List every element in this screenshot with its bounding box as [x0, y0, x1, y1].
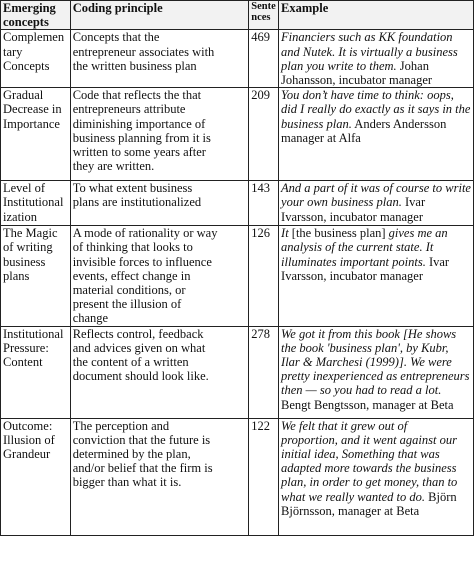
sentences-cell: 209: [249, 88, 279, 181]
example-cell: Financiers such as KK foundation and Nutek. It is virtually a business plan you write to them. Johan Johansson, incubator manager: [279, 30, 474, 88]
table-row: [1, 88, 474, 181]
principle-cell: Code that reflects the that entrepreneurs attribute diminishing importance of business planning from it is written to some years after they are written.: [70, 88, 249, 181]
example-cell: It [the business plan] gives me an analysis of the current state. It illuminates important points. Ivar Ivarsson, incubator manager: [279, 226, 474, 326]
header-coding-principle: Coding principle: [70, 1, 249, 30]
sentences-cell: 126: [249, 226, 279, 326]
sentences-cell: 278: [249, 326, 279, 418]
principle-cell: Reflects control, feedback and advices given on what the content of a written document should look like.: [70, 326, 249, 418]
table-row: [1, 418, 474, 535]
principle-cell: Concepts that the entrepreneur associates with the written business plan: [70, 30, 249, 88]
principle-cell: To what extent business plans are institutionalized: [70, 181, 249, 226]
table-row: [1, 326, 474, 418]
example-cell: We felt that it grew out of proportion, and it went against our initial idea, Something that was adapted more towards the business plan, in order to get money, than to what we really wanted to do. Björn Björnsson, manager at Beta: [279, 418, 474, 535]
concept-cell: The Magic of writing business plans: [1, 226, 71, 326]
principle-cell: A mode of rationality or way of thinking that looks to invisible forces to influence events, effect change in material conditions, or present the illusion of change: [70, 226, 249, 326]
example-cell: You don’t have time to think: oops, did I really do exactly as it says in the business plan. Anders Andersson manager at Alfa: [279, 88, 474, 181]
concept-cell: Gradual Decrease in Importance: [1, 88, 71, 181]
concept-cell: Institutional Pressure: Content: [1, 326, 71, 418]
table-header-row: [1, 1, 474, 30]
example-cell: We got it from this book [He shows the book 'business plan', by Kubr, Ilar & Marchesi (1999)]. We were pretty inexperienced as entrepreneurs then — so you had to read a lot. Bengt Bengtsson, manager at Beta: [279, 326, 474, 418]
table-row: [1, 30, 474, 88]
sentences-cell: 122: [249, 418, 279, 535]
table-row: [1, 181, 474, 226]
example-cell: And a part of it was of course to write your own business plan. Ivar Ivarsson, incubator manager: [279, 181, 474, 226]
sentences-cell: 469: [249, 30, 279, 88]
concept-cell: Level of Institutional ization: [1, 181, 71, 226]
concept-cell: Complemen tary Concepts: [1, 30, 71, 88]
concept-cell: Outcome: Illusion of Grandeur: [1, 418, 71, 535]
header-example: Example: [279, 1, 474, 30]
header-emerging-concepts: Emerging concepts: [1, 1, 71, 30]
sentences-cell: 143: [249, 181, 279, 226]
header-sentences: Sente nces: [249, 1, 279, 30]
table-row: [1, 226, 474, 326]
principle-cell: The perception and conviction that the future is determined by the plan, and/or belief that the firm is bigger than what it is.: [70, 418, 249, 535]
